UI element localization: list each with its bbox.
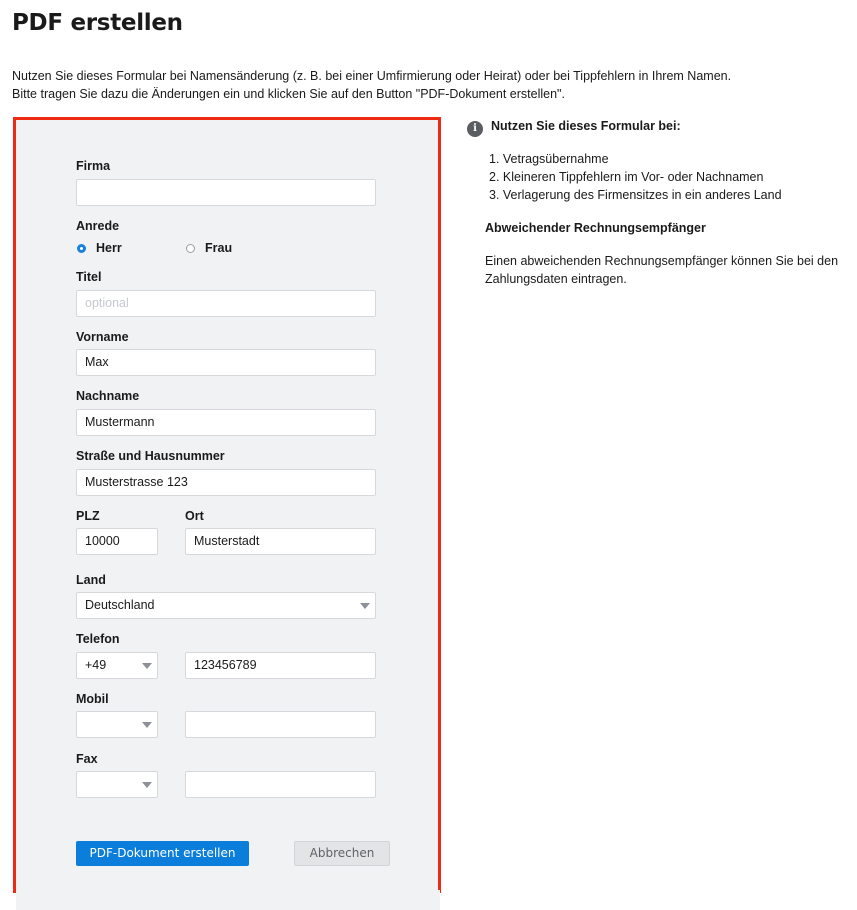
chevron-down-icon [142,722,152,728]
vorname-input[interactable]: Max [76,349,376,376]
ort-input[interactable]: Musterstadt [185,528,376,555]
create-pdf-button[interactable]: PDF-Dokument erstellen [76,841,249,866]
strasse-label: Straße und Hausnummer [76,449,225,463]
radio-frau-label: Frau [205,241,233,255]
cancel-button[interactable]: Abbrechen [294,841,390,866]
radio-frau[interactable] [186,241,232,255]
firma-input[interactable] [76,179,376,206]
vorname-label: Vorname [76,330,129,344]
telefon-label: Telefon [76,632,120,646]
plz-label: PLZ [76,509,100,523]
intro-text [12,67,731,103]
fax-prefix-select[interactable] [76,771,158,798]
page-title: PDF erstellen [12,10,183,36]
mobil-prefix-select[interactable] [76,711,158,738]
land-value: Deutschland [85,598,155,612]
name-change-form [13,117,441,893]
nachname-input[interactable]: Mustermann [76,409,376,436]
titel-input[interactable]: optional [76,290,376,317]
intro-line: Nutzen Sie dieses Formular bei Namensänderung (z. B. bei einer Umfirmierung oder Heirat) oder bei Tippfehlern in Ihrem Namen. [12,69,732,83]
list-item: 1. Vetragsübernahme [489,152,609,166]
land-label: Land [76,573,106,587]
info-text [485,252,838,288]
list-item: 3. Verlagerung des Firmensitzes in ein anderes Land [489,188,782,202]
fax-input[interactable] [185,771,376,798]
mobil-input[interactable] [185,711,376,738]
form-footer-strip [16,890,440,910]
chevron-down-icon [142,782,152,788]
chevron-down-icon [360,603,370,609]
radio-selected-icon [77,244,86,253]
telefon-prefix-value: +49 [85,658,107,672]
land-select[interactable] [76,592,376,619]
ort-label: Ort [185,509,204,523]
telefon-input[interactable]: 123456789 [185,652,376,679]
plz-input[interactable]: 10000 [76,528,158,555]
titel-label: Titel [76,270,102,284]
radio-unselected-icon [186,244,195,253]
chevron-down-icon [142,663,152,669]
radio-herr[interactable] [77,241,122,255]
info-list [489,150,782,204]
list-item: 2. Kleineren Tippfehlern im Vor- oder Nachnamen [489,170,764,184]
info-subheading: Abweichender Rechnungsempfänger [485,221,706,235]
fax-label: Fax [76,752,98,766]
info-text-line: Einen abweichenden Rechnungsempfänger können Sie bei den [485,254,839,268]
info-title: Nutzen Sie dieses Formular bei: [491,119,681,133]
info-text-line: Zahlungsdaten eintragen. [485,272,627,286]
radio-herr-label: Herr [96,241,122,255]
mobil-label: Mobil [76,692,109,706]
intro-line: Bitte tragen Sie dazu die Änderungen ein und klicken Sie auf den Button "PDF-Dokument erstellen". [12,87,565,101]
anrede-label: Anrede [76,219,120,233]
telefon-prefix-select[interactable] [76,652,158,679]
firma-label: Firma [76,159,111,173]
strasse-input[interactable]: Musterstrasse 123 [76,469,376,496]
nachname-label: Nachname [76,389,140,403]
info-icon: i [467,121,483,137]
